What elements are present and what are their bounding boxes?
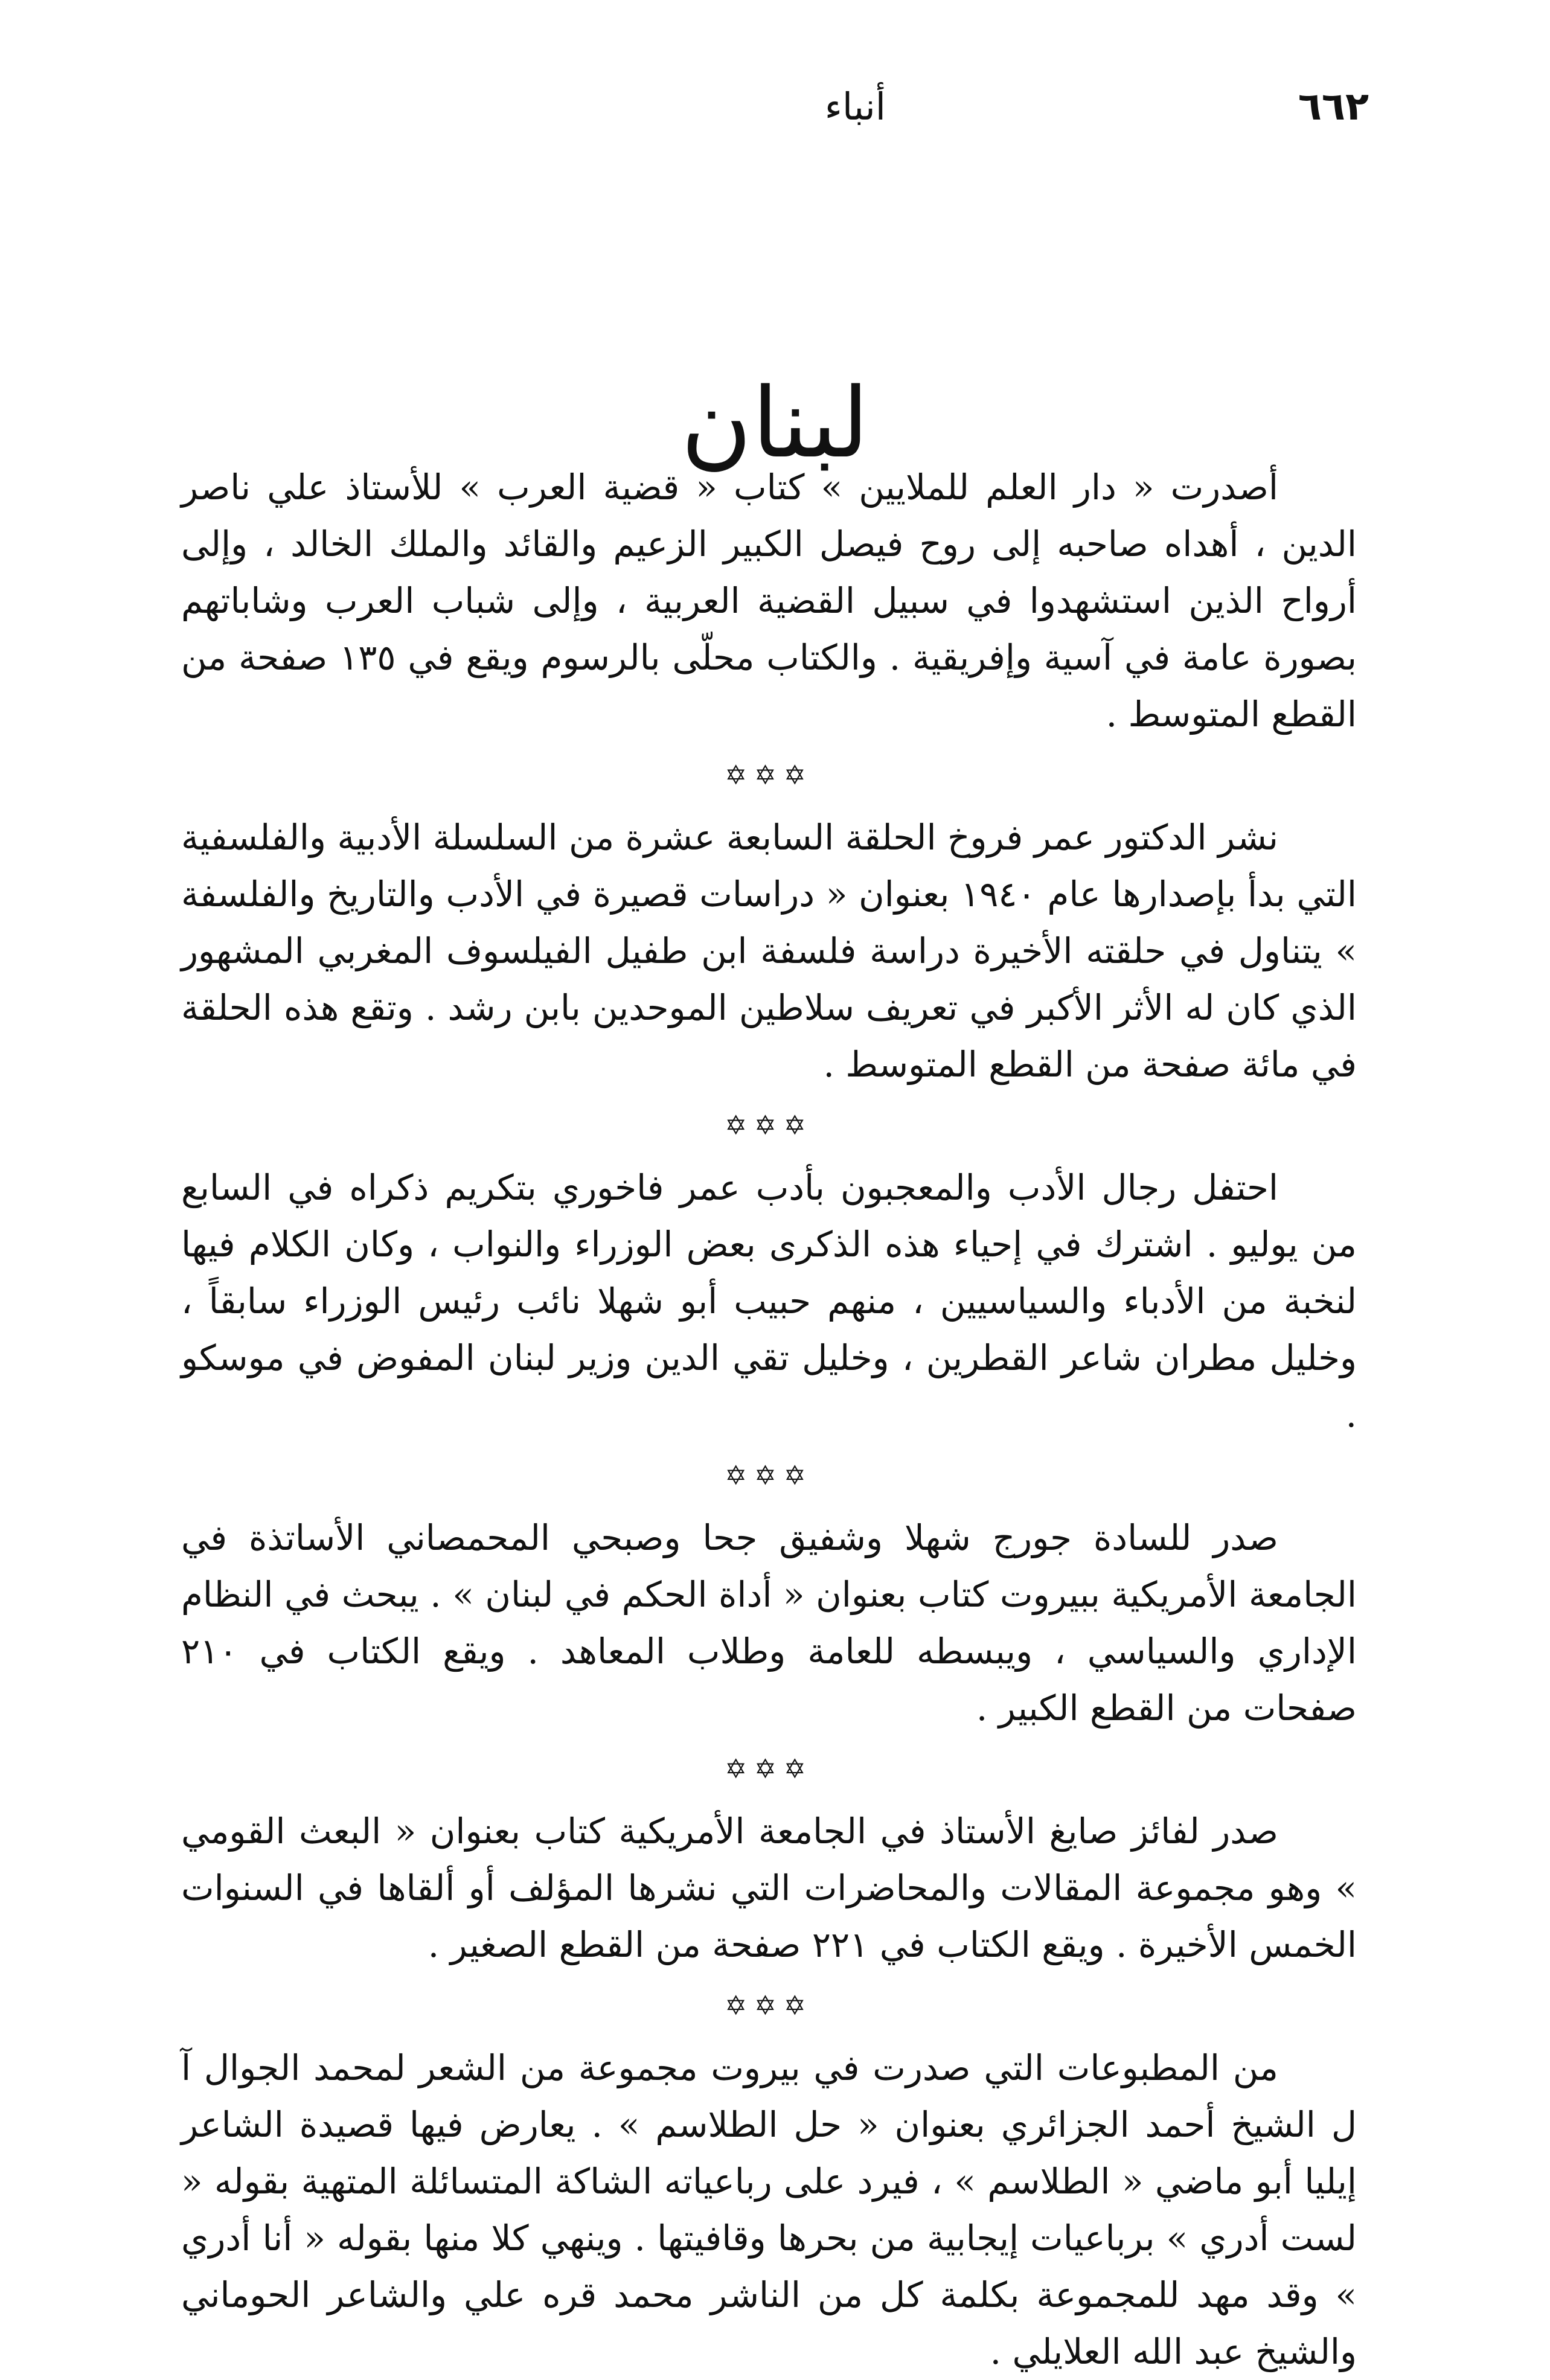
separator-stars: ✡✡✡	[725, 760, 813, 791]
page-number: ٦٦٢	[1298, 85, 1369, 129]
separator-stars: ✡✡✡	[725, 1754, 813, 1785]
news-item-paragraph: احتفل رجال الأدب والمعجبون بأدب عمر فاخوري بتكريم ذكراه في السابع من يوليو . اشترك في إحياء هذه الذكرى بعض الوزراء والنواب ، وكان الكلام فيها لنخبة من الأدباء والسياسيين ، منهم حبيب أبو شهلا نائب رئيس الوزراء سابقاً ، وخليل مطران شاعر القطرين ، وخليل تقي الدين وزير لبنان المفوض في موسكو .	[181, 1167, 1357, 1435]
separator-stars: ✡✡✡	[725, 1991, 813, 2021]
running-title: أنباء	[824, 85, 886, 129]
running-head	[181, 85, 1369, 139]
article-body	[181, 459, 1357, 2380]
separator-stars: ✡✡✡	[725, 1460, 813, 1491]
news-item-paragraph: من المطبوعات التي صدرت في بيروت مجموعة من الشعر لمحمد الجوال آ ل الشيخ أحمد الجزائري بعنوان « حل الطلاسم » . يعارض فيها قصيدة الشاعر إيليا أبو ماضي « الطلاسم » ، فيرد على رباعياته الشاكة المتسائلة المتهية بقوله « لست أدري » برباعيات إيجابية من بحرها وقافيتها . وينهي كلا منها بقوله « أنا أدري » وقد مهد للمجموعة بكلمة كل من الناشر محمد قره علي والشاعر الحوماني والشيخ عبد الله العلايلي .	[181, 2047, 1357, 2372]
news-item-paragraph: صدر للسادة جورج شهلا وشفيق جحا وصبحي المحمصاني الأساتذة في الجامعة الأمريكية ببيروت كتاب بعنوان « أداة الحكم في لبنان » . يبحث في النظام الإداري والسياسي ، ويبسطه للعامة وطلاب المعاهد . ويقع الكتاب في ٢١٠ صفحات من القطع الكبير .	[181, 1517, 1357, 1729]
news-item-paragraph: صدر لفائز صايغ الأستاذ في الجامعة الأمريكية كتاب بعنوان « البعث القومي » وهو مجموعة المقالات والمحاضرات التي نشرها المؤلف أو ألقاها في السنوات الخمس الأخيرة . ويقع الكتاب في ٢٢١ صفحة من القطع الصغير .	[181, 1811, 1357, 1965]
news-item-paragraph: نشر الدكتور عمر فروخ الحلقة السابعة عشرة من السلسلة الأدبية والفلسفية التي بدأ بإصدارها عام ١٩٤٠ بعنوان « دراسات قصيرة في الأدب والتاريخ والفلسفة » يتناول في حلقته الأخيرة دراسة فلسفة ابن طفيل الفيلسوف المغربي المشهور الذي كان له الأثر الأكبر في تعريف سلاطين الموحدين بابن رشد . وتقع هذه الحلقة في مائة صفحة من القطع المتوسط .	[181, 817, 1357, 1085]
news-item-paragraph: أصدرت « دار العلم للملايين » كتاب « قضية العرب » للأستاذ علي ناصر الدين ، أهداه صاحبه إلى روح فيصل الكبير الزعيم والقائد والملك الخالد ، وإلى أرواح الذين استشهدوا في سبيل القضية العربية ، وإلى شباب العرب وشاباتهم بصورة عامة في آسية وإفريقية . والكتاب محلّى بالرسوم ويقع في ١٣٥ صفحة من القطع المتوسط .	[181, 467, 1357, 735]
section-title: لبنان	[681, 366, 869, 480]
separator-stars: ✡✡✡	[725, 1110, 813, 1141]
